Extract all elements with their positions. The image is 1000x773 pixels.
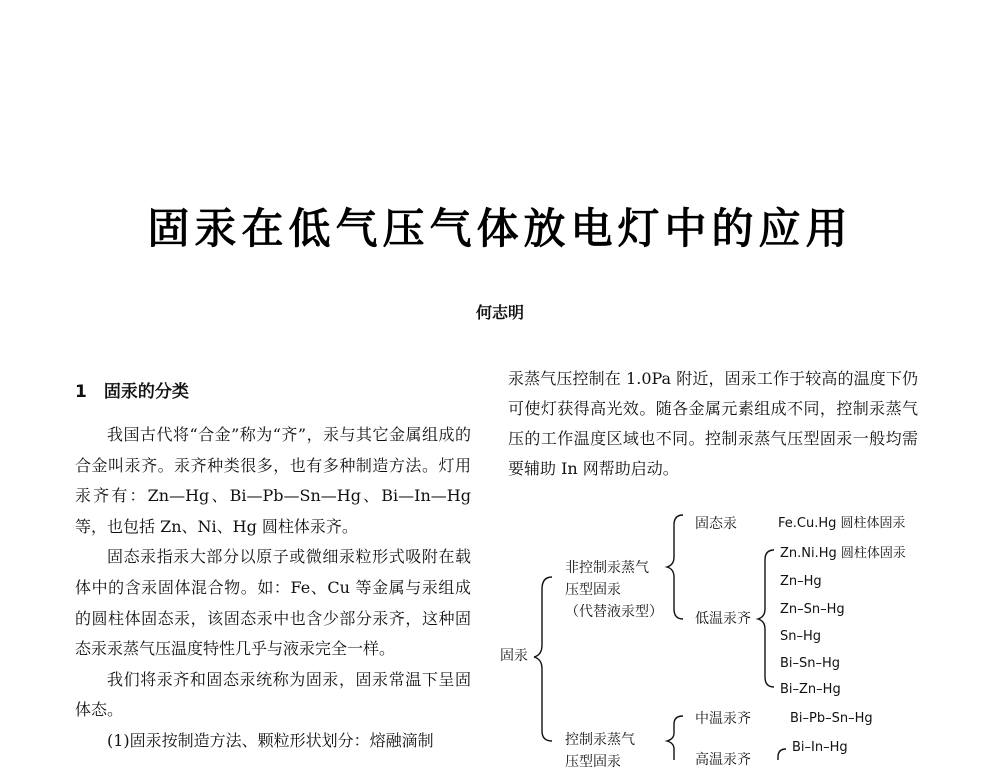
root-label: 固汞 [500,648,528,664]
solid-mercury-item: Fe.Cu.Hg 圆柱体固汞 [778,516,906,531]
high-temp-label: 高温汞齐 [695,752,751,768]
branch2-label-line: 压型固汞 [565,754,621,770]
high-temp-brace [778,749,786,760]
low-temp-brace [758,550,774,687]
low-temp-item: Sn–Hg [780,629,822,644]
paragraph: 我国古代将“合金”称为“齐”，汞与其它金属组成的合金叫汞齐。汞齐种类很多，也有多种制造方法。灯用汞齐有：Zn—Hg、Bi—Pb—Sn—Hg、Bi—In—Hg 等，也包括 Zn、Ni、Hg 圆柱体汞齐。 [75,425,471,536]
mid-temp-item: Bi–Pb–Sn–Hg [790,711,873,726]
branch2-brace [667,716,683,760]
branch1-label-line: 压型固汞 [565,582,621,598]
author-name: 何志明 [475,303,524,322]
paper-title: 固汞在低气压气体放电灯中的应用 [147,204,853,253]
branch1-label-line: 非控制汞蒸气 [565,560,649,576]
paragraph: 我们将汞齐和固态汞统称为固汞，固汞常温下呈固体态。 [75,669,471,720]
branch1-label-line: （代替液汞型） [565,604,663,620]
high-temp-item: Bi–In–Hg [792,740,848,755]
paragraph: 固态汞指汞大部分以原子或微细汞粒形式吸附在载体中的含汞固体混合物。如：Fe、Cu 等金属与汞组成的圆柱体固态汞，该固态汞中也含少部分汞齐，这种固态汞汞蒸气压温度特性几乎与液汞完全一样。 [75,547,471,659]
root-brace [534,577,552,741]
low-temp-label: 低温汞齐 [695,611,751,627]
left-column [75,378,471,757]
solid-mercury-label: 固态汞 [695,516,737,532]
mid-temp-label: 中温汞齐 [695,711,751,727]
right-column [508,364,918,484]
branch1-brace [667,515,683,619]
section-heading: 1 固汞的分类 [75,382,189,402]
low-temp-item: Zn.Ni.Hg 圆柱体固汞 [780,546,906,561]
branch2-label-line: 控制汞蒸气 [565,732,635,748]
low-temp-item: Bi–Sn–Hg [780,656,841,671]
low-temp-item: Bi–Zn–Hg [780,682,841,697]
low-temp-item: Zn–Hg [780,574,822,589]
classification-diagram [490,505,960,770]
low-temp-item: Zn–Sn–Hg [780,602,845,617]
paragraph: (1)固汞按制造方法、颗粒形状划分：熔融滴制 [107,730,434,750]
paragraph: 汞蒸气压控制在 1.0Pa 附近，固汞工作于较高的温度下仍可使灯获得高光效。随各金属元素组成不同，控制汞蒸气压的工作温度区域也不同。控制汞蒸气压型固汞一般均需要辅助 In 网帮助启动。 [508,369,918,478]
